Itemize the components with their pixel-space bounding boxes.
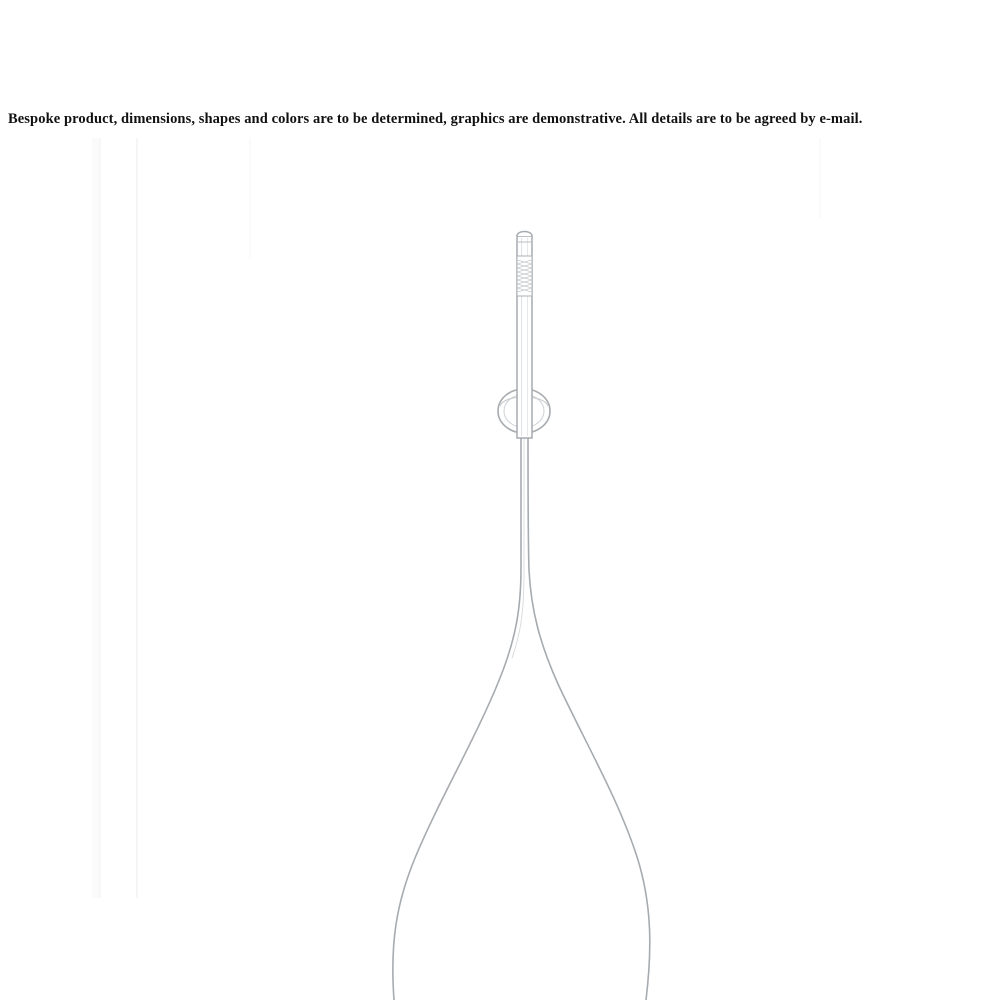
disclaimer-text: Bespoke product, dimensions, shapes and colors are to be determined, graphics are demonstrative. All details are to be agreed by e-mail. xyxy=(8,111,863,127)
product-image-area xyxy=(0,138,1000,1000)
background-seams xyxy=(92,138,820,898)
product-illustration xyxy=(0,138,1000,1000)
knurled-grip xyxy=(517,256,532,296)
flexible-hose xyxy=(393,433,650,1000)
